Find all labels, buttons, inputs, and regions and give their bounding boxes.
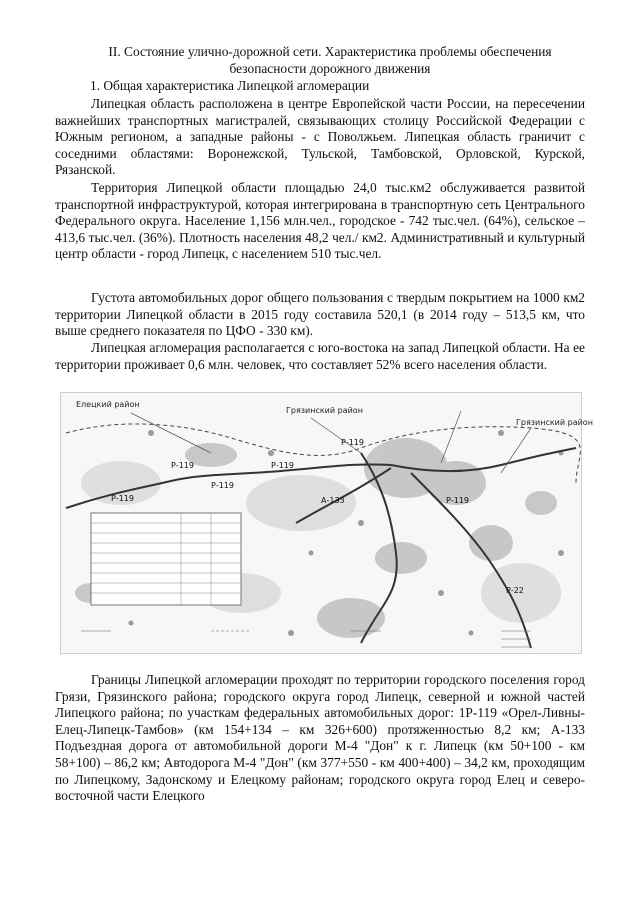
paragraph-boundaries: Границы Липецкой агломерации проходят по территории городского поселения город Грязи, Грязинского района; городского округа город Липецк, северной и южной частей Липецкого района; по участкам федеральных автомобильных дорог: 1Р-119 «Орел-Ливны-Елец-Липецк-Тамбов» (км 154+134 – км 326+600) протяженностью 8,2 км; А-133 Подъездная дорога от автомобильной дороги М-4 "Дон" к г. Липецк (км 50+100 - км 58+100) – 86,2 км; Автодорога М-4 "Дон" (км 377+550 - км 400+400) – 34,2 км, проходящим по Липецкому, Задонскому и Елецкому районам; городского округа город Елец и северо-восточной части Елецкого bbox=[55, 672, 585, 804]
map-label-district-center: Грязинский район bbox=[286, 406, 363, 415]
subsection-heading: 1. Общая характеристика Липецкой агломерации bbox=[90, 78, 370, 93]
map-label-district-right: Грязинский район bbox=[516, 418, 593, 427]
paragraph-agglomeration: Липецкая агломерация располагается с юго-востока на запад Липецкой области. На ее территории проживает 0,6 млн. человек, что составляет 52% всего населения области. bbox=[55, 340, 585, 372]
paragraph-territory: Территория Липецкой области площадью 24,0 тыс.км2 обслуживается развитой транспортной инфраструктурой, которая интегрирована в транспортную сеть Центрального Федерального округа. Население 1,156 млн.чел., городское - 742 тыс.чел. (64%), сельское – 413,6 тыс.чел. (36%). Плотность населения 48,2 чел./ км2. Административный и культурный центр области - город Липецк, с населением 510 тыс.чел. bbox=[55, 180, 585, 262]
map-road-label: А-133 bbox=[321, 496, 345, 505]
map-road-label: Р-119 bbox=[341, 438, 364, 447]
map-graphic bbox=[61, 393, 593, 653]
map-road-label: Р-119 bbox=[171, 461, 194, 470]
map-road-label: Р-119 bbox=[111, 494, 134, 503]
section-heading-line-1: II. Состояние улично-дорожной сети. Характеристика проблемы обеспечения bbox=[108, 44, 552, 59]
map-road-label: Р-22 bbox=[506, 586, 524, 595]
agglomeration-map bbox=[60, 392, 593, 654]
section-heading-line-2: безопасности дорожного движения bbox=[229, 60, 431, 76]
map-label-district-left: Елецкий район bbox=[76, 400, 140, 409]
paragraph-road-density: Густота автомобильных дорог общего пользования с твердым покрытием на 1000 км2 территории Липецкой области в 2015 году составила 520,1 (в 2014 году – 513,5 км, что выше среднего показателя по ЦФО - 330 км). bbox=[55, 290, 585, 339]
paragraph-location: Липецкая область расположена в центре Европейской части России, на пересечении важнейших транспортных магистралей, связывающих столицу Российской Федерации с Южным регионом, а западные районы - с Поволжьем. Липецкая область граничит с соседними областями: Воронежской, Тульской, Тамбовской, Орловской, Курской, Рязанской. bbox=[55, 96, 585, 178]
map-road-label: Р-119 bbox=[271, 461, 294, 470]
section-heading bbox=[70, 44, 590, 77]
map-legend-table bbox=[91, 513, 241, 605]
map-road-label: Р-119 bbox=[446, 496, 469, 505]
map-footer-legend bbox=[81, 631, 531, 647]
map-road-label: Р-119 bbox=[211, 481, 234, 490]
